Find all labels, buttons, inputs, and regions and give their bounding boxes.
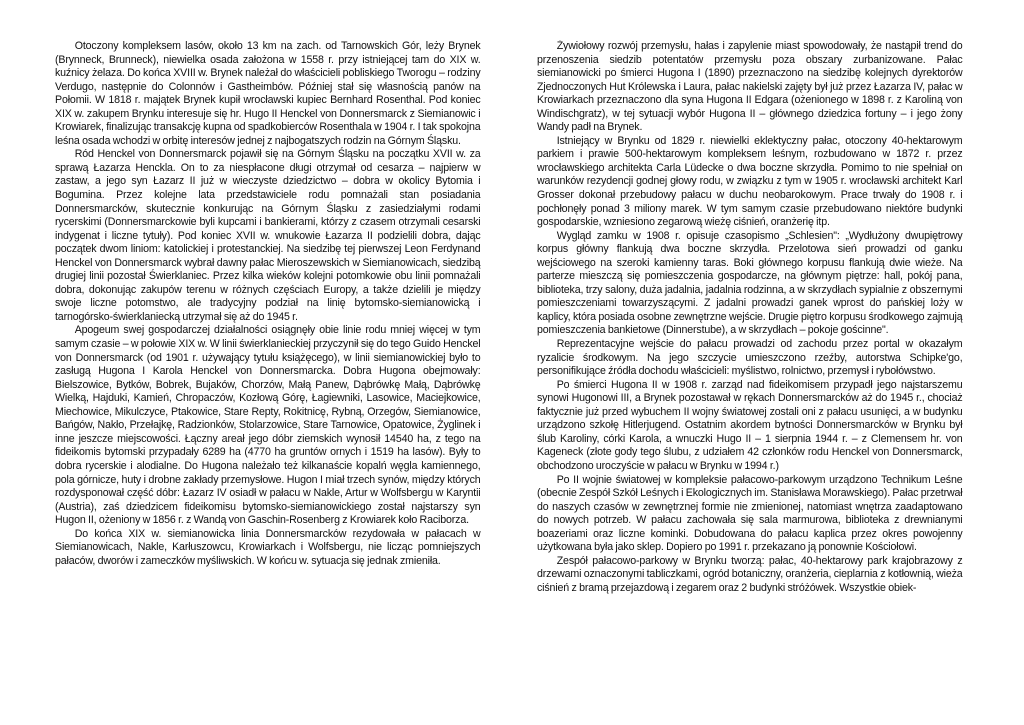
paragraph: Wygląd zamku w 1908 r. opisuje czasopismo „Schlesien": „Wydłużony dwupiętrowy korpus główny flankują dwa boczne skrzydła. Przelotowa sień prowadzi od ganku wejściowego na szeroki kamienny taras. Boki głównego korpusu flankują dwie wieże. Na parterze mieszczą się pomieszczenia gospodarcze, na głównym piętrze: hall, pokój pana, biblioteka, trzy salony, duża jadalnia, jadalnia rodzinna, a w skrzydłach sypialnie z obszernymi pomieszczeniami towarzyszącymi. Z jadalni prowadzi ganek wprost do pańskiej loży w kaplicy, która posiada osobne zewnętrzne wejście. Drugie piętro korpusu środkowego zajmują pomieszczenia bankietowe (Dinnerstube), a w skrzydłach – pokoje gościnne". [537,229,963,337]
paragraph: Po II wojnie światowej w kompleksie pałacowo-parkowym urządzono Technikum Leśne (obecnie Zespół Szkół Leśnych i Ekologicznych im. Stanisława Morawskiego). Pałac przetrwał do naszych czasów w zewnętrznej formie nie zmienionej, natomiast wnętrza zaadaptowano do nowych potrzeb. W pałacu zachowała się sala marmurowa, biblioteka z drewnianymi boazeriami oraz liczne kominki. Dobudowana do pałacu kaplica przez okres powojenny użytkowana była jako sklep. Dopiero po 1991 r. przekazano ją ponownie Kościołowi. [537,473,963,554]
paragraph: Otoczony kompleksem lasów, około 13 km na zach. od Tarnowskich Gór, leży Brynek (Brynneck, Brunneck), niewielka osada założona w 1558 r. przy istniejącej tam do XIX w. kuźnicy żelaza. Do końca XVIII w. Brynek należał do właścicieli pobliskiego Tworogu – rodziny Verdugo, następnie do Colonnów i Gastheimbów. Później stał się własnością panów na Połomii. W 1818 r. majątek Brynek kupił wrocławski kupiec Bernhard Rosenthal. Pod koniec XIX w. zakupem Brynku interesuje się hr. Hugo II Henckel von Donnersmarck z Siemianowic i Krowiarek, finalizując transakcję kupna od spadkobierców Rosenthala w 1904 r. I tak spokojna leśna osada wchodzi w orbitę interesów jednej z najbogatszych rodzin na Górnym Śląsku. [55,40,481,147]
paragraph: Zespół pałacowo-parkowy w Brynku tworzą: pałac, 40-hektarowy park krajobrazowy z drzewami oznaczonymi tabliczkami, ogród botaniczny, oranżeria, cieplarnia z kotłownią, wieża ciśnień z bramą przejazdową i zegarem oraz 2 budynki stróżówek. Wszystkie obiek- [537,554,963,594]
paragraph: Reprezentacyjne wejście do pałacu prowadzi od zachodu przez portal w okazałym ryzalicie środkowym. Na jego szczycie umieszczono rzeźby, autorstwa Schipke'go, personifikujące źródła dochodu właścicieli: myślistwo, rolnictwo, przemysł i rybołówstwo. [537,338,963,378]
right-page [537,40,963,680]
paragraph: Apogeum swej gospodarczej działalności osiągnęły obie linie rodu mniej więcej w tym samym czasie – w połowie XIX w. W linii świerklanieckiej przyczynił się do tego Guido Henckel von Donnersmarck (od 1901 r. używający tytułu książęcego), w linii siemianowickiej było to zasługą Hugona I Karola Henckel von Donnersmarcka. Dobra Hugona obejmowały: Bielszowice, Bytków, Bobrek, Bujaków, Chorzów, Małą Panew, Dąbrówkę Małą, Dąbrówkę Wielką, Hajduki, Kamień, Chropaczów, Kozłową Górę, Łagiewniki, Lasowice, Maciejkowice, Miechowice, Mikulczyce, Ptakowice, Stare Repty, Rokitnicę, Rybną, Orzegów, Siemianowice, Bańgów, Nakło, Przełajkę, Radzionków, Stolarzowice, Stare Tarnowice, Opatowice, Żyglinek i inne jeszcze miejscowości. Łączny areał jego dóbr ziemskich wynosił 14540 ha, z tego na fideikomis bytomski przypadały 6289 ha (4770 ha gruntów ornych i 1519 ha lasów). Były to dobra rycerskie i alodialne. Do Hugona należało też kilkanaście kopalń węgla kamiennego, pola górnicze, huty i drobne zakłady przemysłowe. Hugon I miał trzech synów, między których rozdysponował część dóbr: Łazarz IV osiadł w pałacu w Nakle, Artur w Wolfsbergu w Karyntii (Austria), zaś dziedzicem fideikomisu bytomsko-siemianowickiego został najstarszy syn Hugon II, ożeniony w 1856 r. z Wandą von Gaschin-Rosenberg z Krowiarek koło Raciborza. [55,324,481,527]
paragraph: Do końca XIX w. siemianowicka linia Donnersmarcków rezydowała w pałacach w Siemianowicach, Nakle, Karłuszowcu, Krowiarkach i Wolfsbergu, nie licząc pomniejszych pałaców, dworów i zameczków myśliwskich. W końcu w. sytuacja się jednak zmieniła. [55,527,481,567]
paragraph: Żywiołowy rozwój przemysłu, hałas i zapylenie miast spowodowały, że nastąpił trend do przenoszenia siedzib potentatów przemysłu poza obszary zurbanizowane. Pałac siemianowicki po śmierci Hugona I (1890) przeznaczono na siedzibę kolejnych dyrektorów Zjednoczonych Hut Królewska i Laura, pałac nakielski zajęty był już przez Łazarza IV, pałac w Krowiarkach przeznaczono dla syna Hugona II Edgara (ożenionego w 1898 r. z Karoliną von Windischgratz), w tej sytuacji wybór Hugona II – głównego dziedzica fortuny – i jego żony Wandy padł na Brynek. [537,40,963,134]
paragraph: Istniejący w Brynku od 1829 r. niewielki eklektyczny pałac, otoczony 40-hektarowym parkiem i prawie 500-hektarowym kompleksem leśnym, rozbudowano w 1872 r. przez wrocławskiego architekta Carla Lüdecke o dwa boczne skrzydła. Pomimo to nie spełniał on warunków rezydencji godnej głowy rodu, w związku z tym w 1905 r. wrocławski architekt Karl Grosser dokonał przebudowy pałacu w duchu neobarokowym. Prace trwały do 1908 r. i pochłonęły ponad 3 miliony marek. W tym samym czasie przebudowano niektóre budynki gospodarskie, wzniesiono zegarową wieżę ciśnień, oranżerię itp. [537,134,963,229]
left-page [55,40,481,680]
paragraph: Ród Henckel von Donnersmarck pojawił się na Górnym Śląsku na początku XVII w. za sprawą Łazarza Henckla. On to za niespłacone długi otrzymał od cesarza – najpierw w zastaw, a jego syn Łazarz II już w wieczyste dziedzictwo – dobra w okolicy Bytomia i Bogumina. Przez kolejne lata przedstawiciele rodu pomnażali stan posiadania Donnersmarcków, skutecznie konkurując na Górnym Śląsku z zasiedziałymi rodami rycerskimi (Donnersmarckowie byli kupcami i bankierami, którzy z czasem otrzymali cesarski indygenat i liczne tytuły). Pod koniec XVII w. wnukowie Łazarza II podzielili dobra, dając początek dwom liniom: katolickiej i protestanckiej. Na siedzibę tej pierwszej Leon Ferdynand Henckel von Donnersmarck wybrał dawny pałac Mieroszewskich w Siemianowicach, siedzibą drugiej linii pozostał Świerklaniec. Przez kilka wieków kolejni potomkowie obu linii pomnażali dobra, dokonując zakupów terenu w różnych częściach Europy, a także dzielili je między swoje liczne potomstwo, ale tradycyjny podział na linię bytomsko-siemianowicką i tarnogórsko-świerklaniecką utrzymał się aż do 1945 r. [55,148,481,323]
paragraph: Po śmierci Hugona II w 1908 r. zarząd nad fideikomisem przypadł jego najstarszemu synowi Hugonowi III, a Brynek pozostawał w rękach Donnersmarcków aż do 1945 r., chociaż faktycznie już przed wybuchem II wojny światowej zostali oni z pałacu usunięci, a w budynku urządzono szkołę Hitlerjugend. Ostatnim akordem bytności Donnersmarcków w Brynku był ślub Karoliny, córki Karola, a wnuczki Hugo II – 1 sierpnia 1944 r. – z Clemensem hr. von Kageneck (złote gody tego ślubu, z udziałem 42 członków rodu Henckel von Donnersmarck, obchodzono uroczyście w pałacu w Brynku w 1994 r.) [537,378,963,472]
